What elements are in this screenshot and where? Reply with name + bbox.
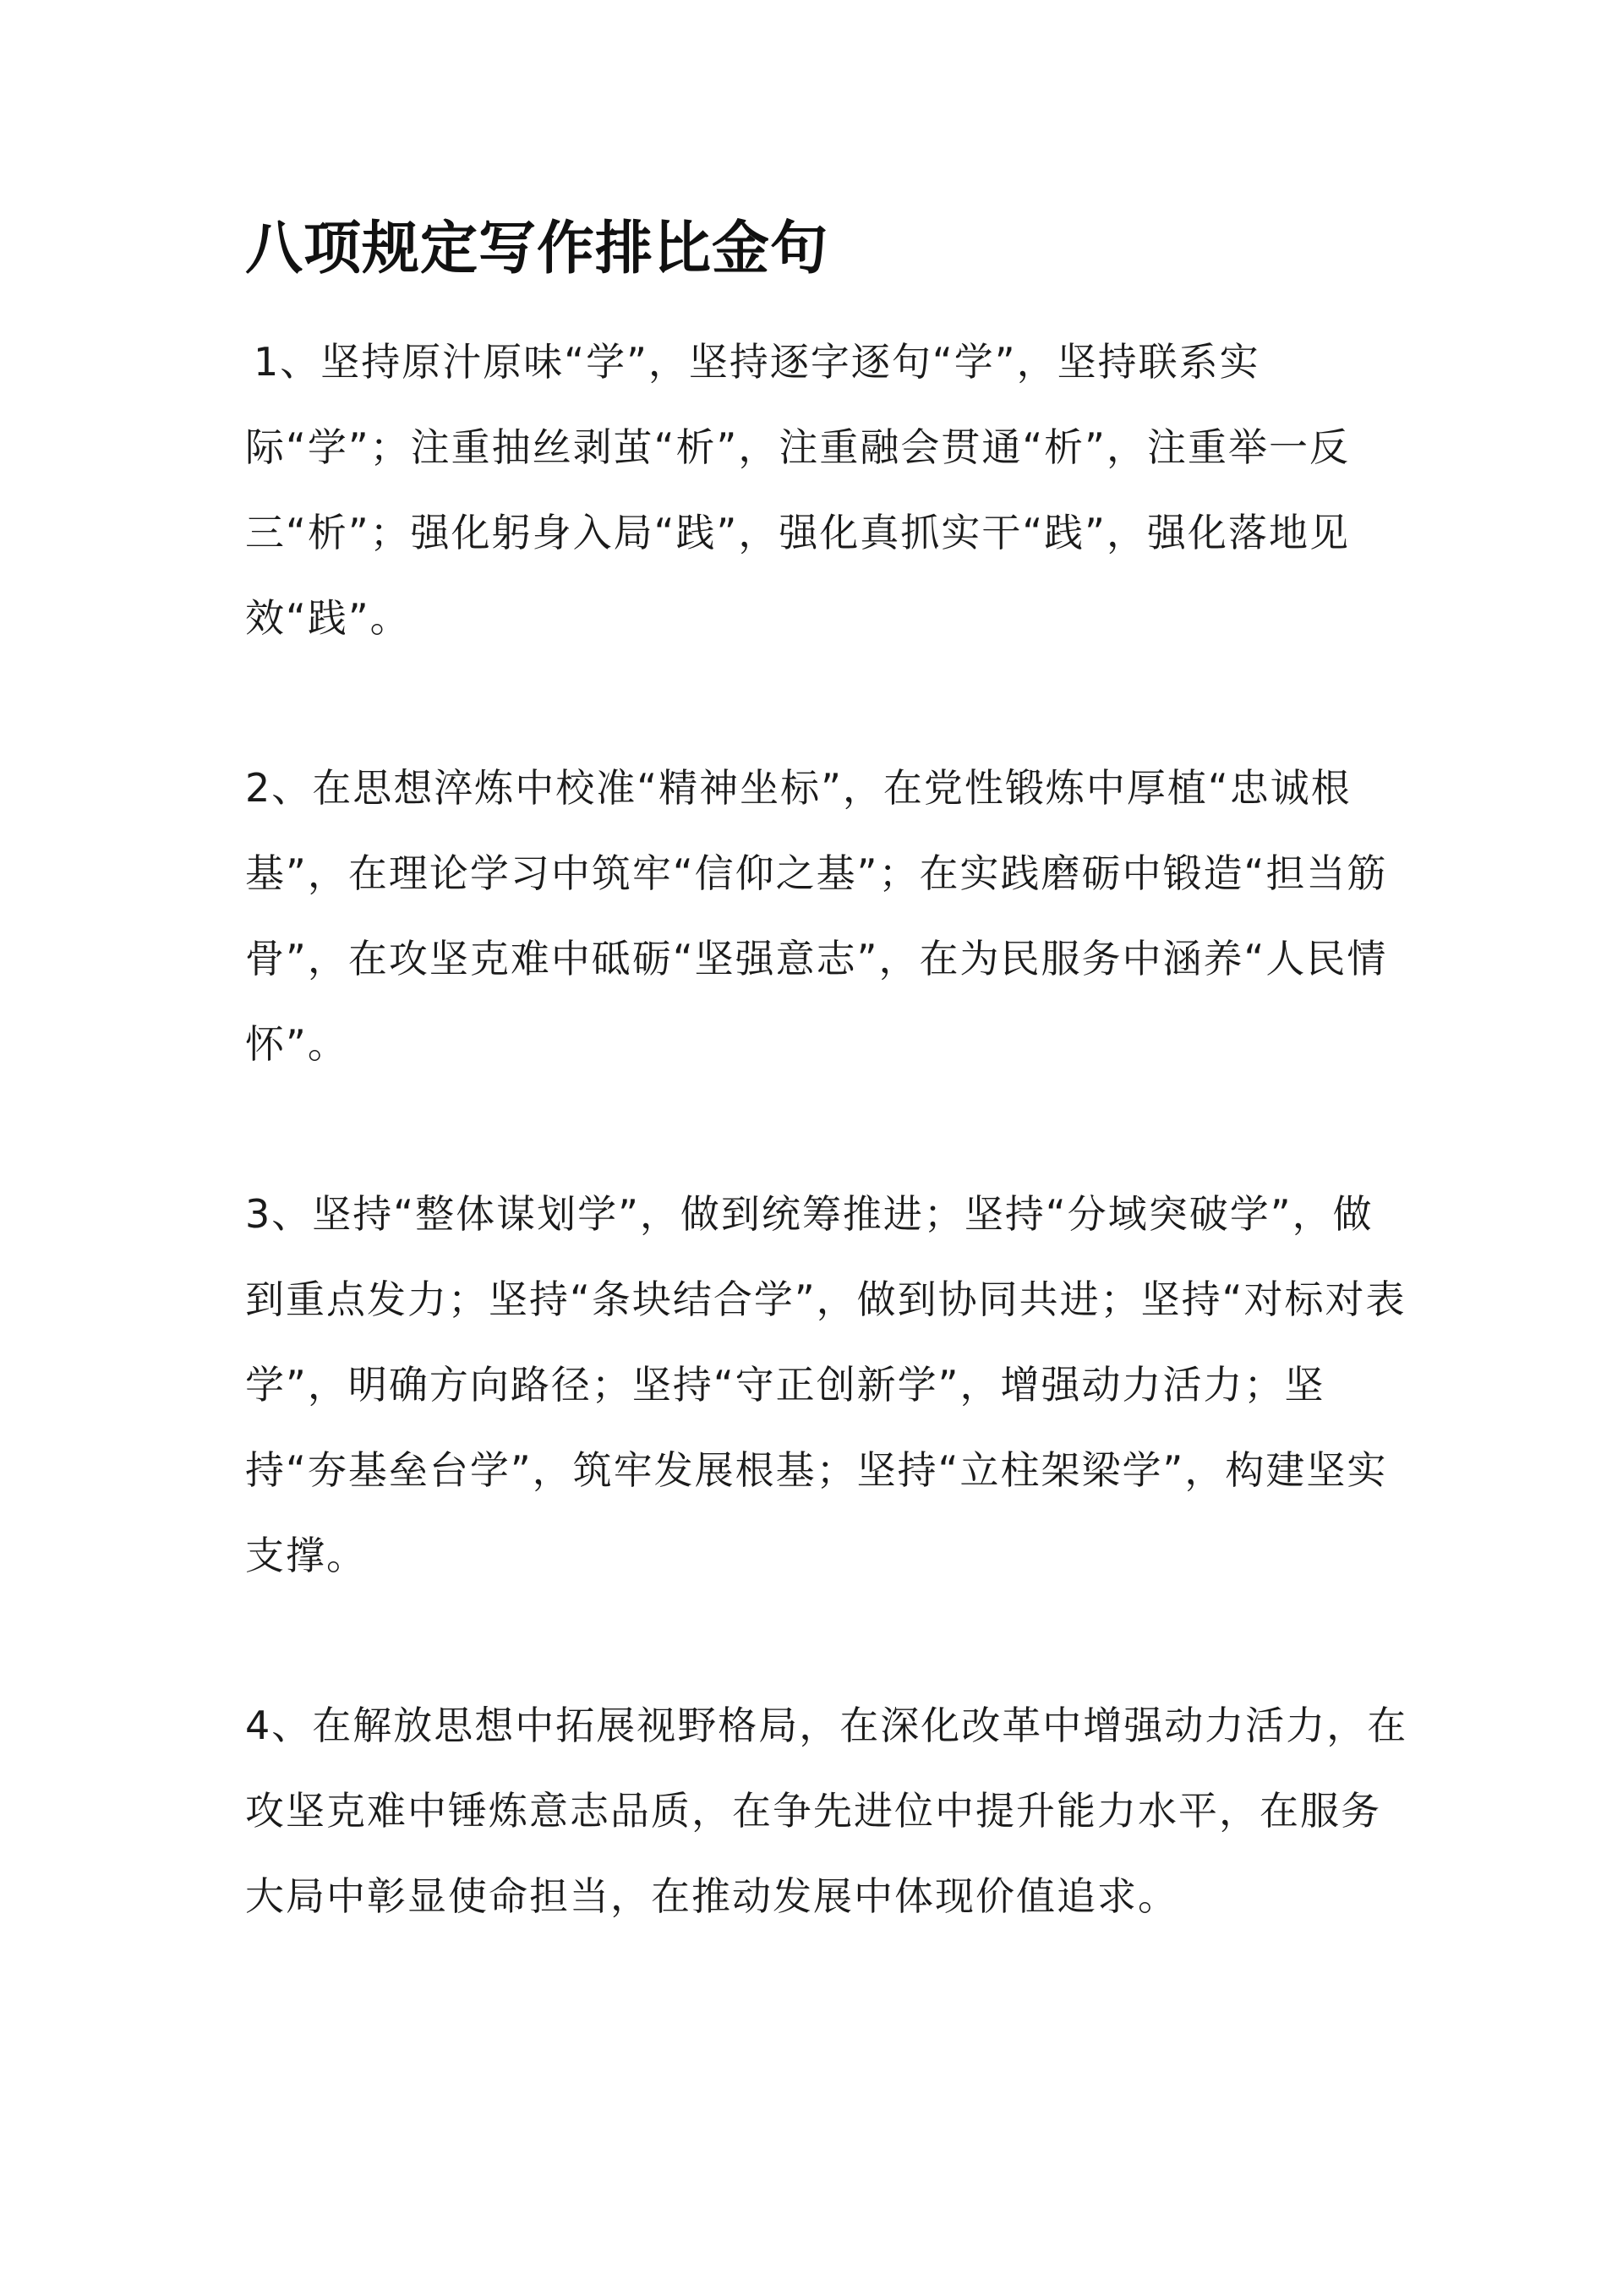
document-page <box>245 211 1412 2024</box>
paragraph-3: 3、坚持“整体谋划学”，做到统筹推进；坚持“分域突破学”，做到重点发力；坚持“条块结合学”，做到协同共进；坚持“对标对表学”，明确方向路径；坚持“守正创新学”，增强动力活力；坚持“夯基垒台学”，筑牢发展根基；坚持“立柱架梁学”，构建坚实支撑。 <box>245 1191 1407 1578</box>
paragraph-4: 4、在解放思想中拓展视野格局，在深化改革中增强动力活力，在攻坚克难中锤炼意志品质，在争先进位中提升能力水平，在服务大局中彰显使命担当，在推动发展中体现价值追求。 <box>245 1703 1408 1919</box>
paragraph-1: 1、坚持原汁原味“学”，坚持逐字逐句“学”，坚持联系实际“学”；注重抽丝剥茧“析”，注重融会贯通“析”，注重举一反三“析”；强化躬身入局“践”，强化真抓实干“践”，强化落地见效“践”。 <box>245 339 1350 641</box>
paragraph-2: 2、在思想淬炼中校准“精神坐标”，在党性锻炼中厚植“忠诚根基”，在理论学习中筑牢“信仰之基”；在实践磨砺中锻造“担当筋骨”，在攻坚克难中砥砺“坚强意志”，在为民服务中涵养“人民情怀”。 <box>245 765 1388 1067</box>
document-title: 八项规定写作排比金句 <box>245 216 829 282</box>
